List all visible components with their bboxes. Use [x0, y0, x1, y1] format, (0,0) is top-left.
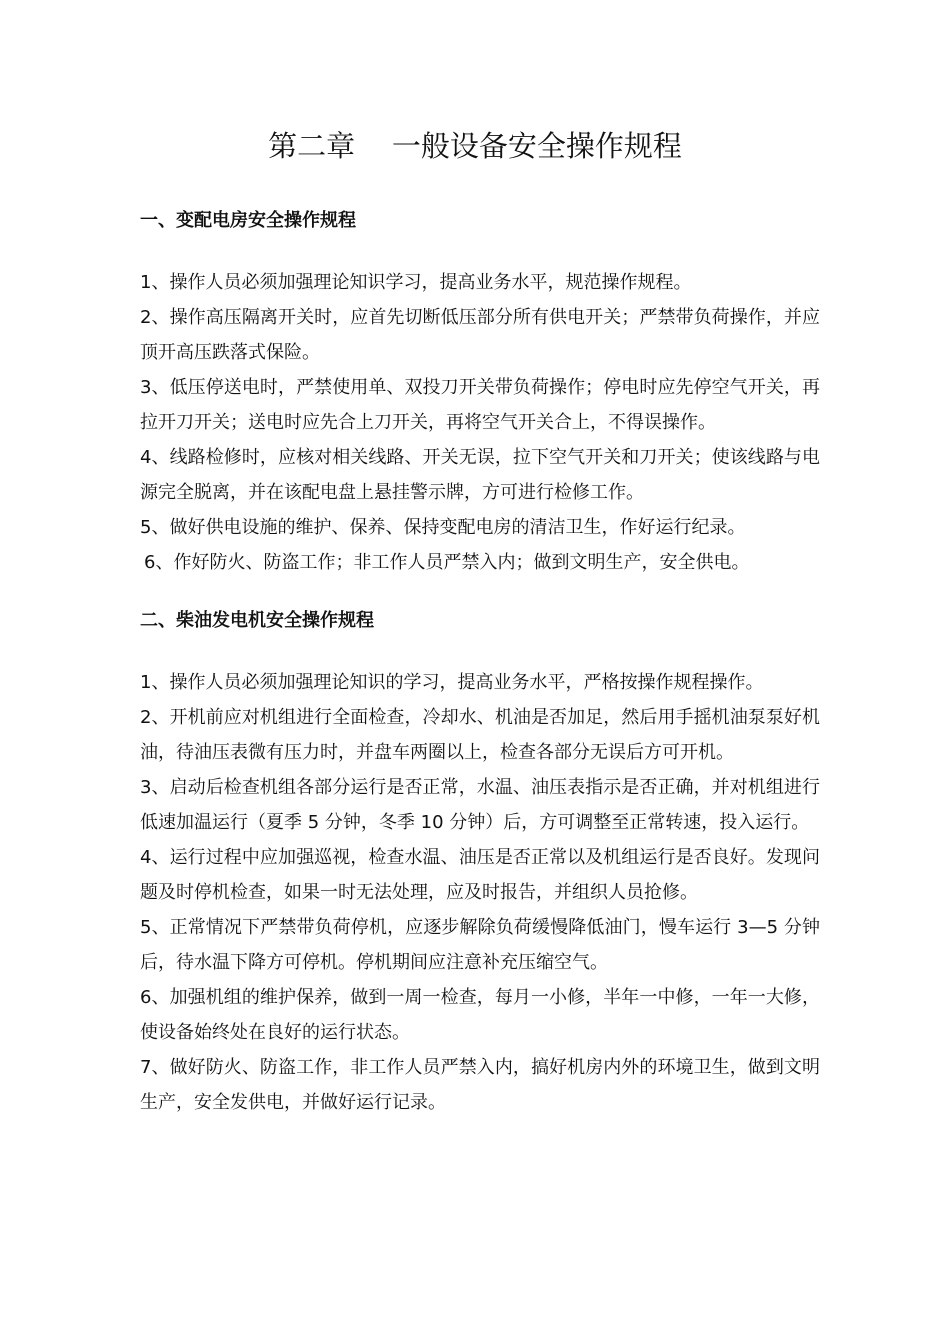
- list-item: 5、做好供电设施的维护、保养、保持变配电房的清洁卫生，作好运行纪录。: [140, 517, 746, 538]
- list-item: 2、操作高压隔离开关时，应首先切断低压部分所有供电开关；严禁带负荷操作，并应顶开高压跌落式保险。: [140, 307, 820, 363]
- list-item: 1、操作人员必须加强理论知识的学习，提高业务水平，严格按操作规程操作。: [140, 672, 764, 693]
- section-heading: 一、变配电房安全操作规程: [140, 210, 356, 231]
- list-item: 2、开机前应对机组进行全面检查，冷却水、机油是否加足，然后用手摇机油泵泵好机油，待油压表微有压力时，并盘车两圈以上，检查各部分无误后方可开机。: [140, 707, 820, 763]
- list-item: 3、低压停送电时，严禁使用单、双投刀开关带负荷操作；停电时应先停空气开关，再拉开刀开关；送电时应先合上刀开关，再将空气开关合上，不得误操作。: [140, 377, 820, 433]
- list-item: 5、正常情况下严禁带负荷停机，应逐步解除负荷缓慢降低油门，慢车运行 3—5 分钟后，待水温下降方可停机。停机期间应注意补充压缩空气。: [140, 917, 820, 973]
- section-substation: [140, 203, 820, 580]
- section-heading: 二、柴油发电机安全操作规程: [140, 610, 374, 631]
- list-item: 4、运行过程中应加强巡视，检查水温、油压是否正常以及机组运行是否良好。发现问题及时停机检查，如果一时无法处理，应及时报告，并组织人员抢修。: [140, 847, 820, 903]
- list-item: 7、做好防火、防盗工作，非工作人员严禁入内，搞好机房内外的环境卫生，做到文明生产，安全发供电，并做好运行记录。: [140, 1057, 820, 1113]
- chapter-title: 第二章 一般设备安全操作规程: [268, 129, 682, 163]
- list-item: 6、作好防火、防盗工作；非工作人员严禁入内；做到文明生产，安全供电。: [144, 552, 750, 573]
- list-item: 6、加强机组的维护保养，做到一周一检查，每月一小修，半年一中修，一年一大修，使设备始终处在良好的运行状态。: [140, 987, 820, 1043]
- section-diesel-generator: [140, 603, 820, 1120]
- list-item: 3、启动后检查机组各部分运行是否正常，水温、油压表指示是否正确，并对机组进行低速加温运行（夏季 5 分钟，冬季 10 分钟）后，方可调整至正常转速，投入运行。: [140, 777, 820, 833]
- list-item: 4、线路检修时，应核对相关线路、开关无误，拉下空气开关和刀开关；使该线路与电源完全脱离，并在该配电盘上悬挂警示牌，方可进行检修工作。: [140, 447, 820, 503]
- document-body: [140, 203, 820, 1120]
- list-item: 1、操作人员必须加强理论知识学习，提高业务水平，规范操作规程。: [140, 272, 692, 293]
